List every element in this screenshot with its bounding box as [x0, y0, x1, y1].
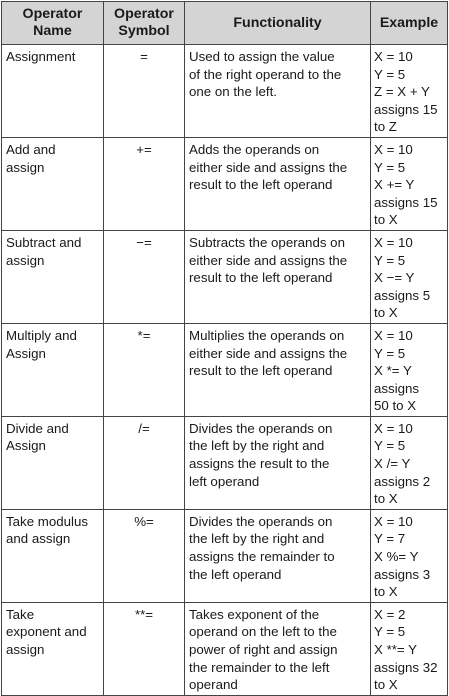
functionality-cell: Divides the operands on the left by the right and assigns the result to the left operand [185, 416, 371, 509]
table-row [2, 45, 448, 138]
operator-symbol-cell: /= [104, 416, 185, 509]
operator-name-cell: Take modulus and assign [2, 509, 104, 602]
operator-name-cell: Divide and Assign [2, 416, 104, 509]
table-row [2, 230, 448, 323]
functionality-cell: Takes exponent of the operand on the left to the power of right and assign the remainder to the left operand [185, 602, 371, 695]
operator-name-cell: Subtract and assign [2, 230, 104, 323]
example-cell: X = 10 Y = 5 X /= Y assigns 2 to X [371, 416, 448, 509]
functionality-cell: Multiplies the operands on either side and assigns the result to the left operand [185, 323, 371, 416]
operator-name-cell: Add and assign [2, 137, 104, 230]
table-row [2, 137, 448, 230]
header-example: Example [371, 2, 448, 45]
functionality-cell: Used to assign the value of the right operand to the one on the left. [185, 45, 371, 138]
example-cell: X = 10 Y = 7 X %= Y assigns 3 to X [371, 509, 448, 602]
table-header-row [2, 2, 448, 45]
table-row [2, 509, 448, 602]
operator-name-cell: Multiply and Assign [2, 323, 104, 416]
header-operator-name: Operator Name [2, 2, 104, 45]
example-cell: X = 10 Y = 5 X *= Y assigns 50 to X [371, 323, 448, 416]
header-functionality: Functionality [185, 2, 371, 45]
assignment-operators-table [1, 1, 448, 696]
functionality-cell: Divides the operands on the left by the right and assigns the remainder to the left operand [185, 509, 371, 602]
functionality-cell: Subtracts the operands on either side and assigns the result to the left operand [185, 230, 371, 323]
table-row [2, 323, 448, 416]
operator-name-cell: Assignment [2, 45, 104, 138]
example-cell: X = 10 Y = 5 Z = X + Y assigns 15 to Z [371, 45, 448, 138]
example-cell: X = 10 Y = 5 X += Y assigns 15 to X [371, 137, 448, 230]
header-operator-symbol: Operator Symbol [104, 2, 185, 45]
operator-symbol-cell: −= [104, 230, 185, 323]
functionality-cell: Adds the operands on either side and assigns the result to the left operand [185, 137, 371, 230]
operator-symbol-cell: *= [104, 323, 185, 416]
operator-symbol-cell: += [104, 137, 185, 230]
operator-symbol-cell: = [104, 45, 185, 138]
operator-name-cell: Take exponent and assign [2, 602, 104, 695]
example-cell: X = 10 Y = 5 X −= Y assigns 5 to X [371, 230, 448, 323]
operator-symbol-cell: %= [104, 509, 185, 602]
operator-symbol-cell: **= [104, 602, 185, 695]
table-row [2, 602, 448, 695]
example-cell: X = 2 Y = 5 X **= Y assigns 32 to X [371, 602, 448, 695]
operator-table-container [1, 1, 447, 696]
table-row [2, 416, 448, 509]
